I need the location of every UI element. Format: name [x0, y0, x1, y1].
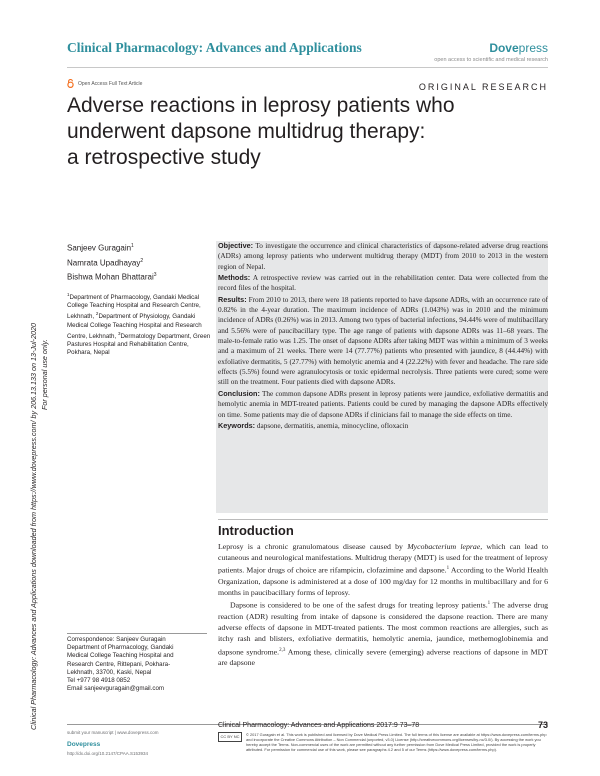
watermark-line-1: Clinical Pharmacology: Advances and Applications downloaded from https://www.dovepress.com/ by 206.13.133 on 13-Jul-2020 — [29, 323, 38, 730]
footer-dovepress-logo[interactable]: Dovepress — [67, 741, 101, 748]
author-3: Bishwa Mohan Bhattarai$^3$ — [67, 272, 157, 282]
footer-journal-ref: Clinical Pharmacology: Advances and Applications 2017:9 73–78 — [218, 722, 420, 729]
watermark-line-2: For personal use only. — [40, 339, 49, 410]
correspondence-label: Correspondence: Sanjeev Guragain — [67, 636, 166, 643]
affiliation-3: Dermatology Department, Green Pastures Hospital and Rehabilitation Centre, Pokhara, Nepal — [67, 333, 211, 357]
footer-submit[interactable]: submit your manuscript | www.dovepress.com — [67, 730, 159, 735]
journal-name: Clinical Pharmacology: Advances and Applications — [67, 40, 362, 55]
footer-doi[interactable]: http://dx.doi.org/10.2147/CPAA.S153934 — [67, 751, 148, 756]
article-title — [67, 93, 537, 171]
intro-paragraph-1: Leprosy is a chronic granulomatous disease caused by Mycobacterium leprae, which can lead to cutaneous and neurological manifestations. Multidrug therapy (MDT) is used for the treatment of leprosy patients. Major drugs of choice are rifampicin, clofazimine and dapsone.$^1$ According to the World Health Organization, dapsone is administered at a dose of 100 mg/day for 12 months in multibacillary and for 6 months in paucibacillary forms of leprosy. — [218, 542, 548, 598]
dovepress-logo[interactable] — [489, 41, 548, 55]
introduction-heading: Introduction — [218, 523, 294, 538]
abstract-text — [218, 241, 548, 432]
brand-dove: Dove — [489, 41, 519, 55]
author-1: Sanjeev Guragain$^1$ — [67, 243, 134, 253]
section-label: ORIGINAL RESEARCH — [418, 82, 548, 92]
header-divider — [67, 67, 548, 68]
intro-paragraph-2: Dapsone is considered to be one of the safest drugs for treating leprosy patients.$^1$ The adverse drug reaction (ADR) resulting from intake of dapsone is considered the dapsone reaction. There are many adverse effects of dapsone in MDT-treated patients. The most common reactions are allergies, such as itchy rash and blisters, exfoliative dermatitis, hemolytic anemia, jaundice, methemoglobinemia and dapsone syndrome.$^{2,3}$ Among these, clinically severe (emerging) adverse reactions of dapsone in MDT are dapsone — [218, 600, 548, 668]
open-access-label — [67, 79, 142, 88]
correspondence-divider — [67, 633, 207, 634]
abstract-methods: Methods: A retrospective review was carried out in the rehabilitation center. Data were collected from the record files of the hospital. — [218, 273, 548, 293]
brand-tagline: open access to scientific and medical research — [434, 57, 548, 63]
author-2: Namrata Upadhayay$^2$ — [67, 257, 144, 268]
abstract-conclusion: Conclusion: The common dapsone ADRs present in leprosy patients were jaundice, exfoliative dermatitis and hemolytic anemia in MDT-treated patients. Patients could be cured by managing the dapsone ADRs effectively on time. Some patients may die of dapsone ADRs if clinicians fail to manage the side effects on time. — [218, 388, 549, 419]
introduction-body — [218, 541, 548, 669]
author-list — [67, 240, 212, 284]
download-watermark — [18, 110, 62, 750]
license-block — [218, 732, 548, 752]
abstract-objective: Objective: To investigate the occurrence and clinical characteristics of dapsone-related adverse drug reactions (ADRs) among leprosy patients who underwent multidrug therapy (MDT) from 2010 to 2013 in the western region of Nepal. — [218, 241, 548, 271]
correspondence-email[interactable]: Email sanjeevguragain@gmail.com — [67, 685, 165, 693]
cc-license-icon[interactable]: CC BY NC — [218, 732, 242, 742]
abstract-results: Results: From 2010 to 2013, there were 18 patients reported to have dapsone ADRs, with an occurrence rate of 0.82% in the 4-year duration. The maximum incidence of ADRs (1.043%) was in 2010 and the minimum incidence of ADRs (0.26%) was in 2013. Among two types of bacterial infections, 94.44% were of multibacillary and 5.56% were of paucibacillary type. The age range of patients with dapsone ADRs was 11–68 years. The male-to-female ratio was 1.25. The onset of dapsone ADRs after taking MDT was within a minimum of 3 weeks and a maximum of 21 weeks. There were 14 (77.77%) patients who presented with jaundice, 8 (44.44%) with exfoliative dermatitis, 5 (27.77%) with hemolytic anemia and 4 (22.22%) with fever and headache. The rare side effects (5.5%) found were agranulocytosis or toxic epidermal necrolysis. Three patients were cured; some were still on the treatment. Four patients died with dapsone ADRs. — [218, 294, 548, 387]
brand-press: press — [518, 41, 548, 55]
correspondence: Correspondence: Sanjeev Guragain Department of Pharmacology, Gandaki Medical College Teaching Hospital and Research Centre, Rittepani, Pokhara- Lekhnath, 33700, Kaski, Nepal Tel +977 98 4918 0852 Email sanjeevguragain@gmail.com — [67, 636, 212, 693]
open-access-icon — [67, 79, 74, 88]
license-text: © 2017 Guragain et al. This work is published and licensed by Dove Medical Press Limited. The full terms of this license are available at https://www.dovepress.com/terms.php and incorporate the Creative Commons Attribution – Non Commercial (unported, v3.0) License (http://creativecommons.org/licenses/by-nc/3.0/). By accessing the work you hereby accept the Terms. Non-commercial uses of the work are permitted without any further permission from Dove Medical Press Limited, provided the work is properly attributed. For permission for commercial use of this work, please see paragraphs 4.2 and 5 of our Terms (https://www.dovepress.com/terms.php). — [246, 732, 547, 752]
title-line-1: Adverse reactions in leprosy patients who — [67, 94, 455, 117]
title-line-2: underwent dapsone multidrug therapy: — [67, 120, 426, 143]
title-line-3: a retrospective study — [67, 146, 261, 169]
affiliation-2: Department of Physiology, Gandaki Medical College Teaching Hospital and Research Centre, Lekhnath, — [67, 313, 202, 340]
intro-divider — [218, 519, 548, 520]
open-access-text: Open Access Full Text Article — [78, 80, 143, 87]
abstract-keywords: Keywords: dapsone, dermatitis, anemia, minocycline, ofloxacin — [218, 420, 409, 430]
affiliations: $^1$Department of Pharmacology, Gandaki Medical College Teaching Hospital and Research Centre, Lekhnath, $^2$Department of Physiology, Gandaki Medical College Teaching Hospital and Research Centre, Lekhnath, $^3$Dermatology Department, Green Pastures Hospital and Rehabilitation Centre, Pokhara, Nepal — [67, 292, 211, 357]
page-number: 73 — [537, 720, 548, 730]
affiliation-1: Department of Pharmacology, Gandaki Medical College Teaching Hospital and Research Centre, Lekhnath, — [67, 294, 201, 321]
